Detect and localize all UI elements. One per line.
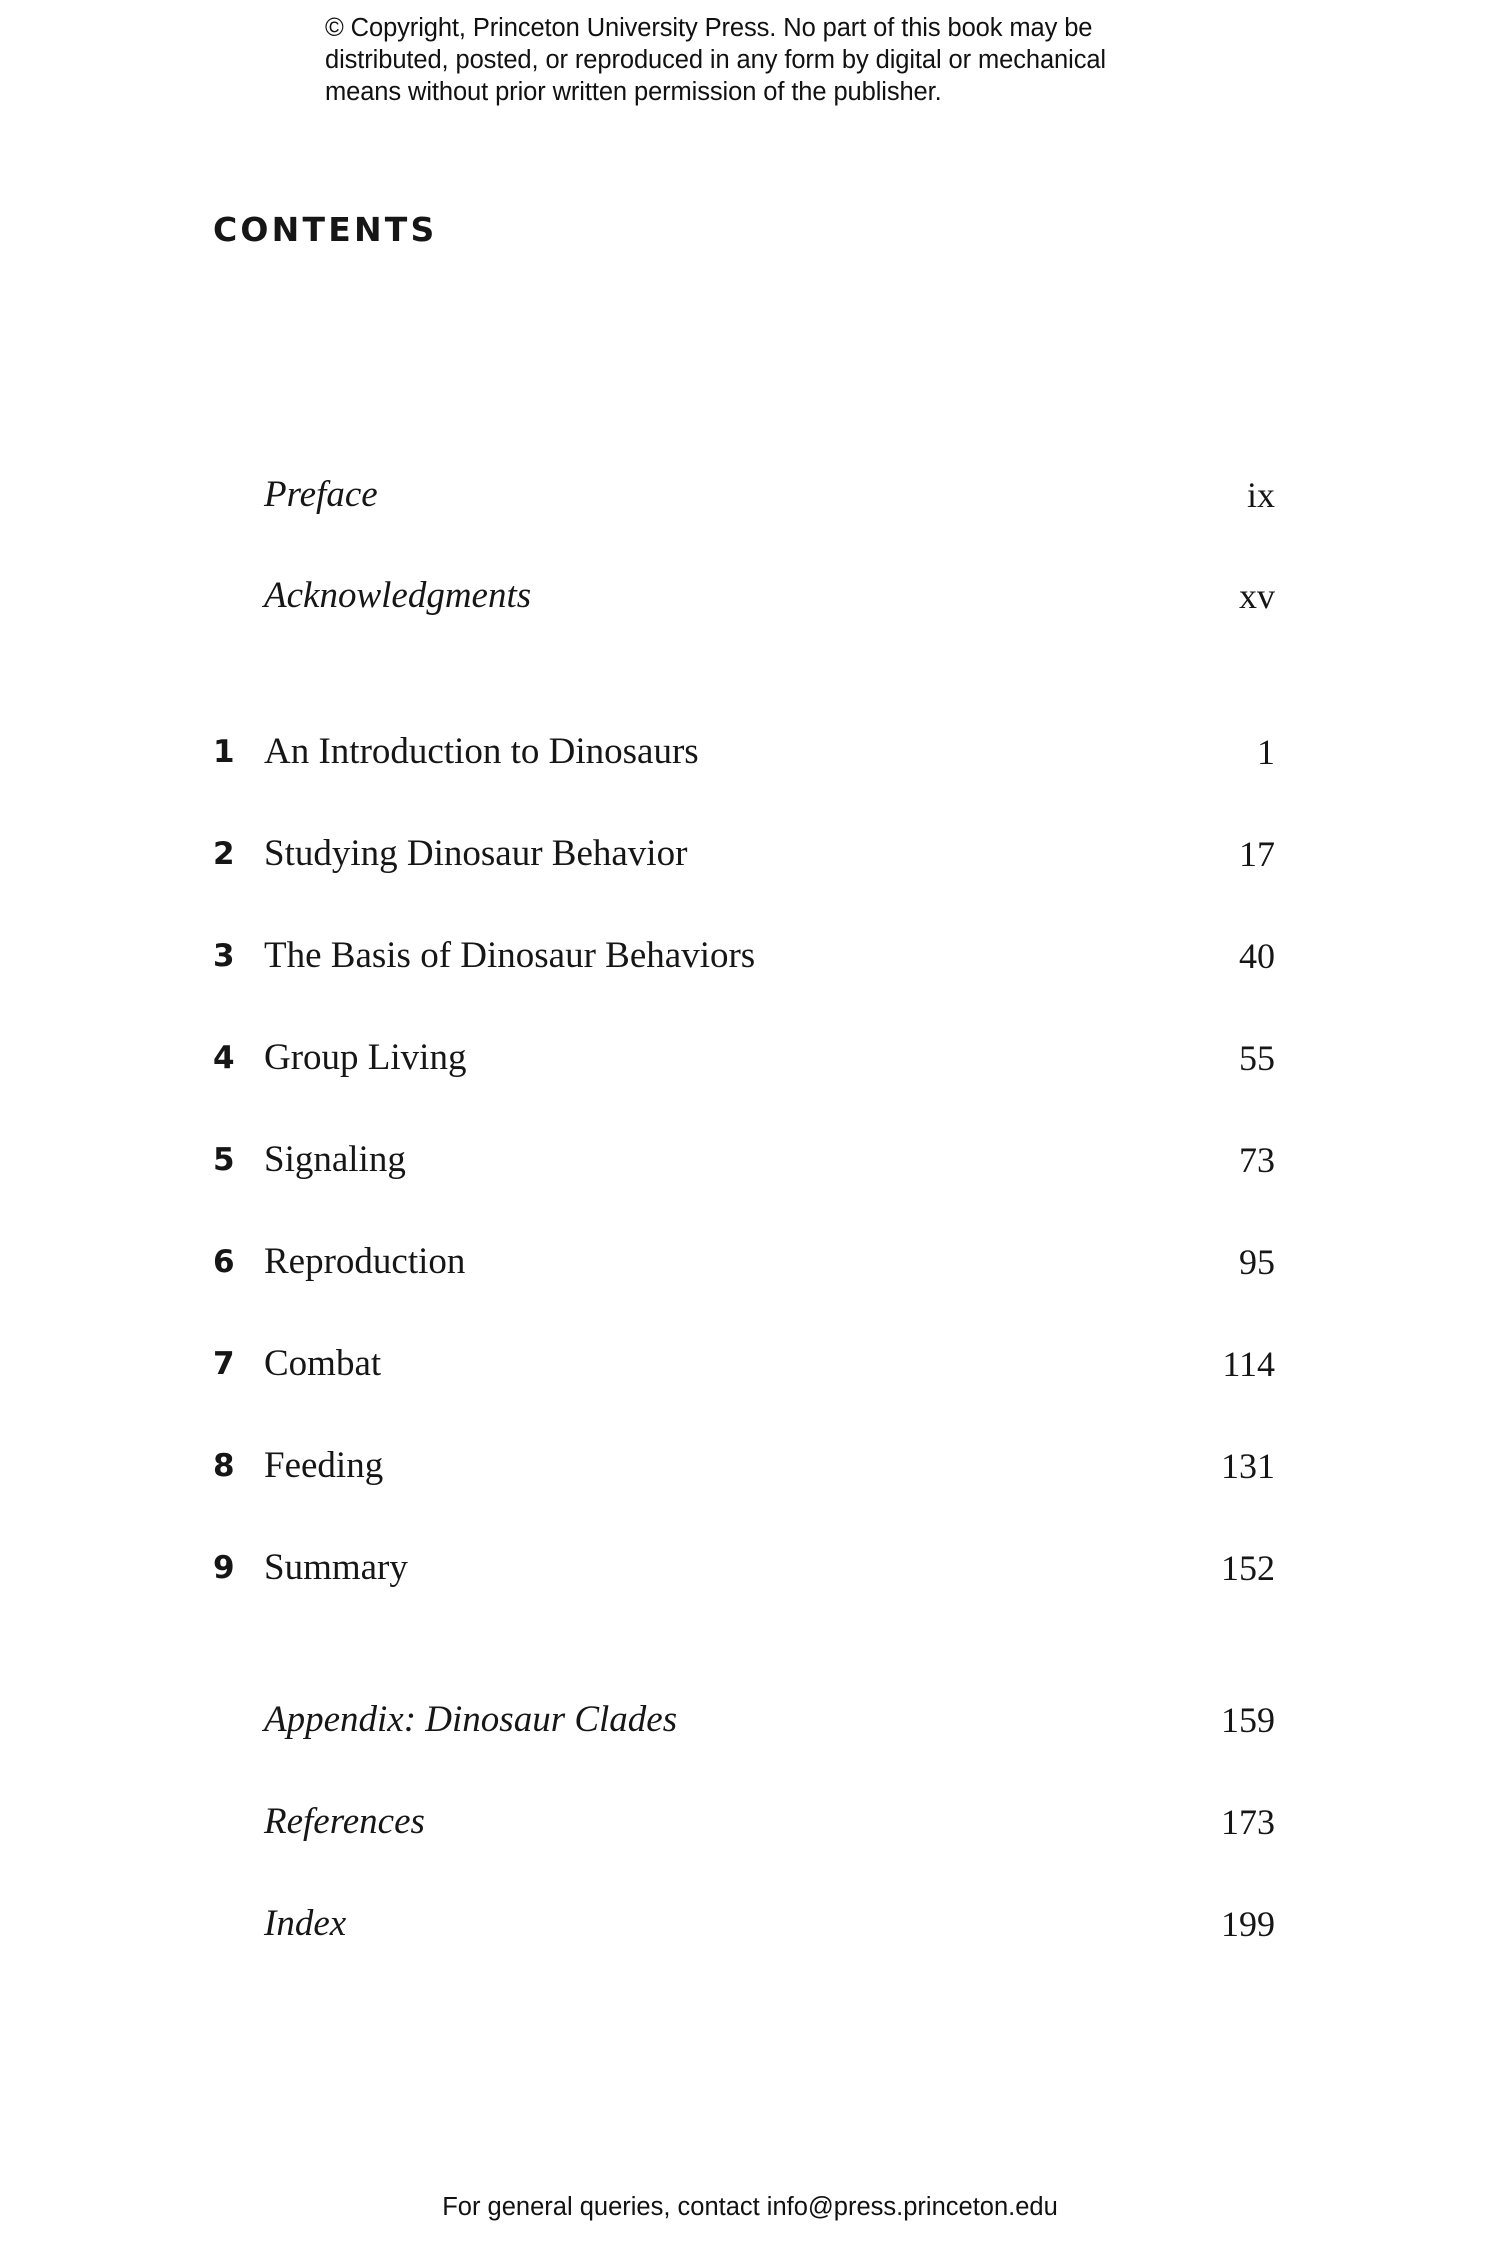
- chapter-title: Combat: [264, 1343, 382, 1384]
- chapter-title: Summary: [264, 1547, 408, 1588]
- chapter-page: 55: [1239, 1038, 1275, 1078]
- toc-entry-page: 159: [1221, 1700, 1275, 1740]
- chapter-title: Reproduction: [264, 1241, 466, 1282]
- toc-entry-references[interactable]: [0, 1782, 1500, 1842]
- chapter-number: 2: [213, 836, 235, 872]
- toc-chapter-8[interactable]: [0, 1426, 1500, 1486]
- chapter-title: Studying Dinosaur Behavior: [264, 833, 688, 874]
- toc-entry-title: Appendix: Dinosaur Clades: [264, 1699, 678, 1740]
- chapter-page: 95: [1239, 1242, 1275, 1282]
- toc-chapter-7[interactable]: [0, 1324, 1500, 1384]
- chapter-number: 8: [213, 1448, 235, 1484]
- toc-entry-appendix[interactable]: [0, 1680, 1500, 1740]
- toc-chapter-5[interactable]: [0, 1120, 1500, 1180]
- toc-entry-acknowledgments[interactable]: [0, 556, 1500, 616]
- chapter-page: 17: [1239, 834, 1275, 874]
- footer-contact: [0, 2192, 1500, 2222]
- chapter-number: 4: [213, 1040, 235, 1076]
- chapter-number: 5: [213, 1142, 235, 1178]
- toc-entry-preface[interactable]: [0, 455, 1500, 515]
- chapter-page: 152: [1221, 1548, 1275, 1588]
- toc-entry-title: Index: [264, 1903, 347, 1944]
- toc-chapter-2[interactable]: [0, 814, 1500, 874]
- copyright-line-3: means without prior written permission of the publisher.: [325, 78, 942, 106]
- toc-entry-title: References: [264, 1801, 425, 1842]
- chapter-title: Group Living: [264, 1037, 467, 1078]
- chapter-title: Feeding: [264, 1445, 384, 1486]
- chapter-number: 6: [213, 1244, 235, 1280]
- chapter-page: 114: [1222, 1344, 1275, 1384]
- toc-chapter-9[interactable]: [0, 1528, 1500, 1588]
- toc-entry-page: ix: [1246, 475, 1275, 515]
- chapter-page: 1: [1257, 732, 1275, 772]
- toc-entry-page: xv: [1239, 576, 1275, 616]
- copyright-line-2: distributed, posted, or reproduced in any form by digital or mechanical: [325, 46, 1106, 74]
- copyright-notice: [325, 12, 1205, 108]
- chapter-title: The Basis of Dinosaur Behaviors: [264, 935, 756, 976]
- chapter-page: 131: [1221, 1446, 1275, 1486]
- toc-entry-title: Acknowledgments: [264, 575, 532, 616]
- chapter-title: Signaling: [264, 1139, 406, 1180]
- chapter-title: An Introduction to Dinosaurs: [264, 731, 699, 772]
- toc-chapter-3[interactable]: [0, 916, 1500, 976]
- toc-entry-page: 199: [1221, 1904, 1275, 1944]
- chapter-page: 73: [1239, 1140, 1275, 1180]
- toc-entry-page: 173: [1221, 1802, 1275, 1842]
- toc-chapter-6[interactable]: [0, 1222, 1500, 1282]
- chapter-number: 7: [213, 1346, 235, 1382]
- chapter-number: 1: [213, 734, 235, 770]
- page-title: CONTENTS: [213, 210, 438, 249]
- toc-entry-index[interactable]: [0, 1884, 1500, 1944]
- chapter-number: 3: [213, 938, 235, 974]
- toc-entry-title: Preface: [264, 474, 378, 515]
- toc-chapter-4[interactable]: [0, 1018, 1500, 1078]
- chapter-number: 9: [213, 1550, 235, 1586]
- toc-chapter-1[interactable]: [0, 712, 1500, 772]
- footer-text: For general queries, contact info@press.princeton.edu: [442, 2193, 1058, 2221]
- copyright-line-1: © Copyright, Princeton University Press. No part of this book may be: [325, 14, 1093, 42]
- chapter-page: 40: [1239, 936, 1275, 976]
